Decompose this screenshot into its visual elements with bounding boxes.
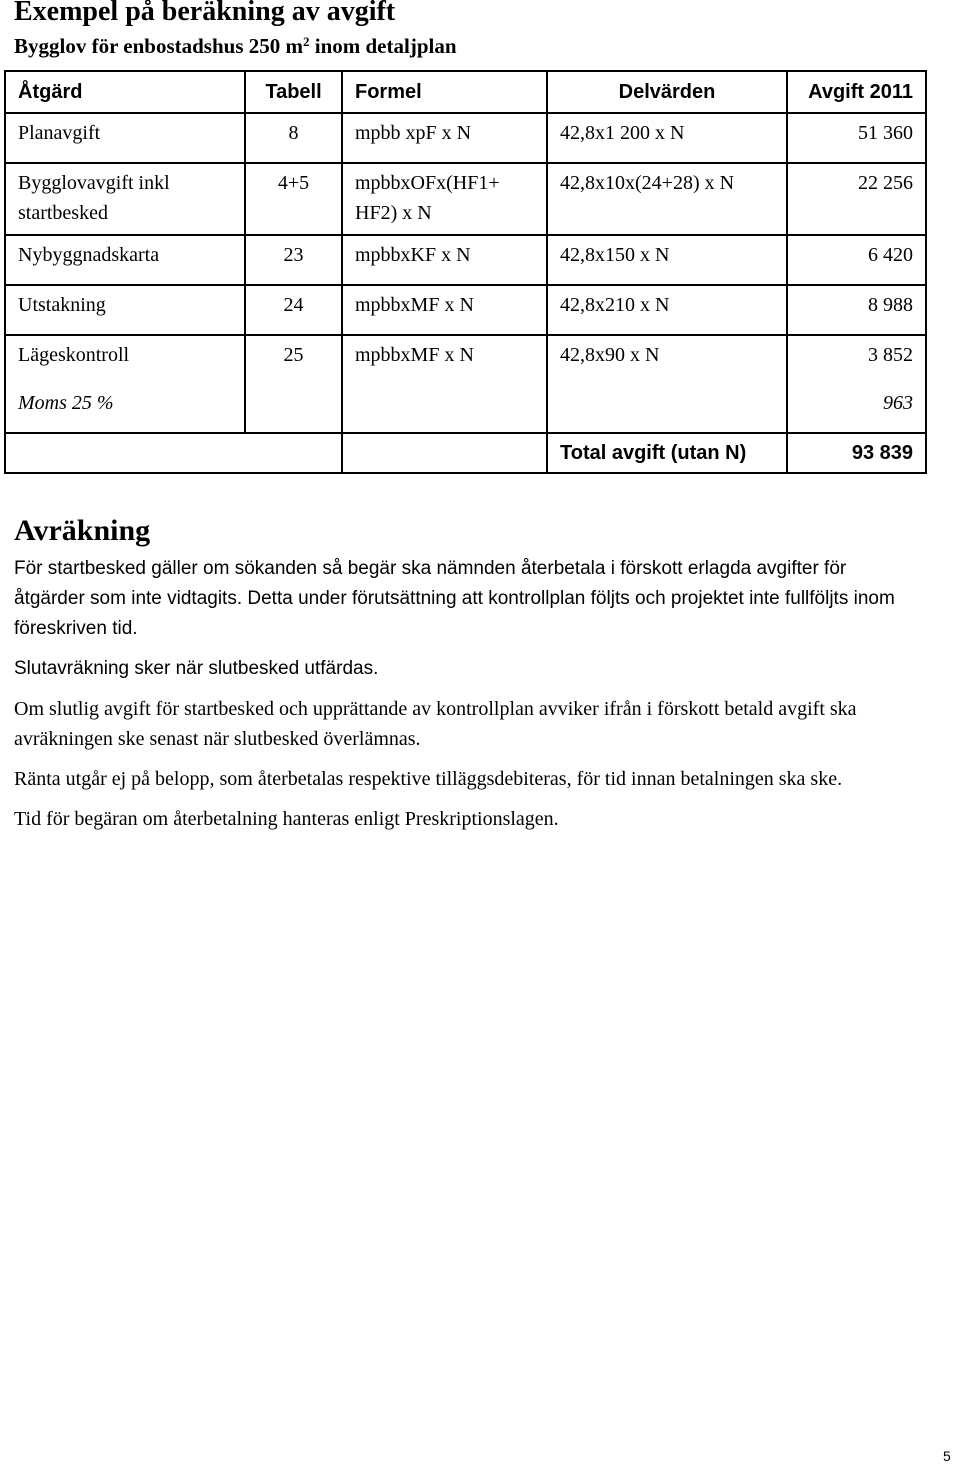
page-number: 5 (943, 1448, 951, 1464)
cell-formel: mpbbxOFx(HF1+ HF2) x N (342, 163, 547, 235)
cell-atgard: Lägeskontroll (5, 335, 245, 384)
subtitle-text-end: inom detaljplan (309, 34, 457, 58)
paragraph: Slutavräkning sker när slutbesked utfärdas. (14, 658, 379, 679)
subtitle-superscript: 2 (303, 34, 310, 49)
cell-tabell: 24 (245, 285, 342, 335)
cell-avgift: 51 360 (787, 113, 926, 163)
cell-formel: mpbbxMF x N (342, 335, 547, 384)
fee-table (4, 70, 927, 474)
column-header-delvarden: Delvärden (547, 71, 787, 113)
table-row (5, 113, 926, 163)
subtitle-text: Bygglov för enbostadshus 250 m (14, 34, 303, 58)
column-header-tabell: Tabell (245, 71, 342, 113)
page-subtitle (14, 34, 457, 59)
table-row (5, 384, 926, 433)
cell-tabell: 4+5 (245, 163, 342, 235)
paragraph: Ränta utgår ej på belopp, som återbetalas respektive tilläggsdebiteras, för tid innan betalningen ska ske. (14, 768, 843, 790)
cell-avgift: 3 852 (787, 335, 926, 384)
cell-avgift: 6 420 (787, 235, 926, 285)
paragraph: Tid för begäran om återbetalning hanteras enligt Preskriptionslagen. (14, 808, 559, 830)
cell-delvarden: 42,8x10x(24+28) x N (547, 163, 787, 235)
cell-avgift: 22 256 (787, 163, 926, 235)
cell-formel: mpbbxKF x N (342, 235, 547, 285)
table-row (5, 285, 926, 335)
column-header-atgard: Åtgärd (5, 71, 245, 113)
total-row (5, 433, 926, 473)
cell-atgard: Utstakning (5, 285, 245, 335)
total-empty-cell (5, 433, 342, 473)
total-empty-cell (342, 433, 547, 473)
table-row (5, 163, 926, 235)
column-header-avgift: Avgift 2011 (787, 71, 926, 113)
paragraph: Om slutlig avgift för startbesked och upprättande av kontrollplan avviker ifrån i förskott betald avgift ska avräkningen ske senast när slutbesked överlämnas. (14, 698, 857, 750)
cell-tabell: 23 (245, 235, 342, 285)
cell-delvarden (547, 384, 787, 433)
cell-atgard: Bygglovavgift inkl startbesked (5, 163, 245, 235)
cell-delvarden: 42,8x150 x N (547, 235, 787, 285)
total-value: 93 839 (787, 433, 926, 473)
cell-tabell: 8 (245, 113, 342, 163)
section-heading: Avräkning (14, 514, 151, 547)
table-row (5, 335, 926, 384)
cell-atgard: Planavgift (5, 113, 245, 163)
cell-tabell (245, 384, 342, 433)
total-label: Total avgift (utan N) (547, 433, 787, 473)
paragraph: För startbesked gäller om sökanden så begär ska nämnden återbetala i förskott erlagda avgifter för åtgärder som inte vidtagits. Detta under förutsättning att kontrollplan följts och projektet inte fullföljts inom föreskriven tid. (14, 558, 895, 639)
cell-delvarden: 42,8x1 200 x N (547, 113, 787, 163)
avrakning-section (14, 514, 914, 834)
cell-atgard: Moms 25 % (5, 384, 245, 433)
table-header-row (5, 71, 926, 113)
page-title: Exempel på beräkning av avgift (14, 0, 396, 27)
cell-formel: mpbbxMF x N (342, 285, 547, 335)
cell-avgift: 8 988 (787, 285, 926, 335)
cell-delvarden: 42,8x90 x N (547, 335, 787, 384)
column-header-formel: Formel (342, 71, 547, 113)
cell-formel: mpbb xpF x N (342, 113, 547, 163)
table-row (5, 235, 926, 285)
cell-tabell: 25 (245, 335, 342, 384)
cell-avgift: 963 (787, 384, 926, 433)
cell-formel (342, 384, 547, 433)
cell-atgard: Nybyggnadskarta (5, 235, 245, 285)
cell-delvarden: 42,8x210 x N (547, 285, 787, 335)
